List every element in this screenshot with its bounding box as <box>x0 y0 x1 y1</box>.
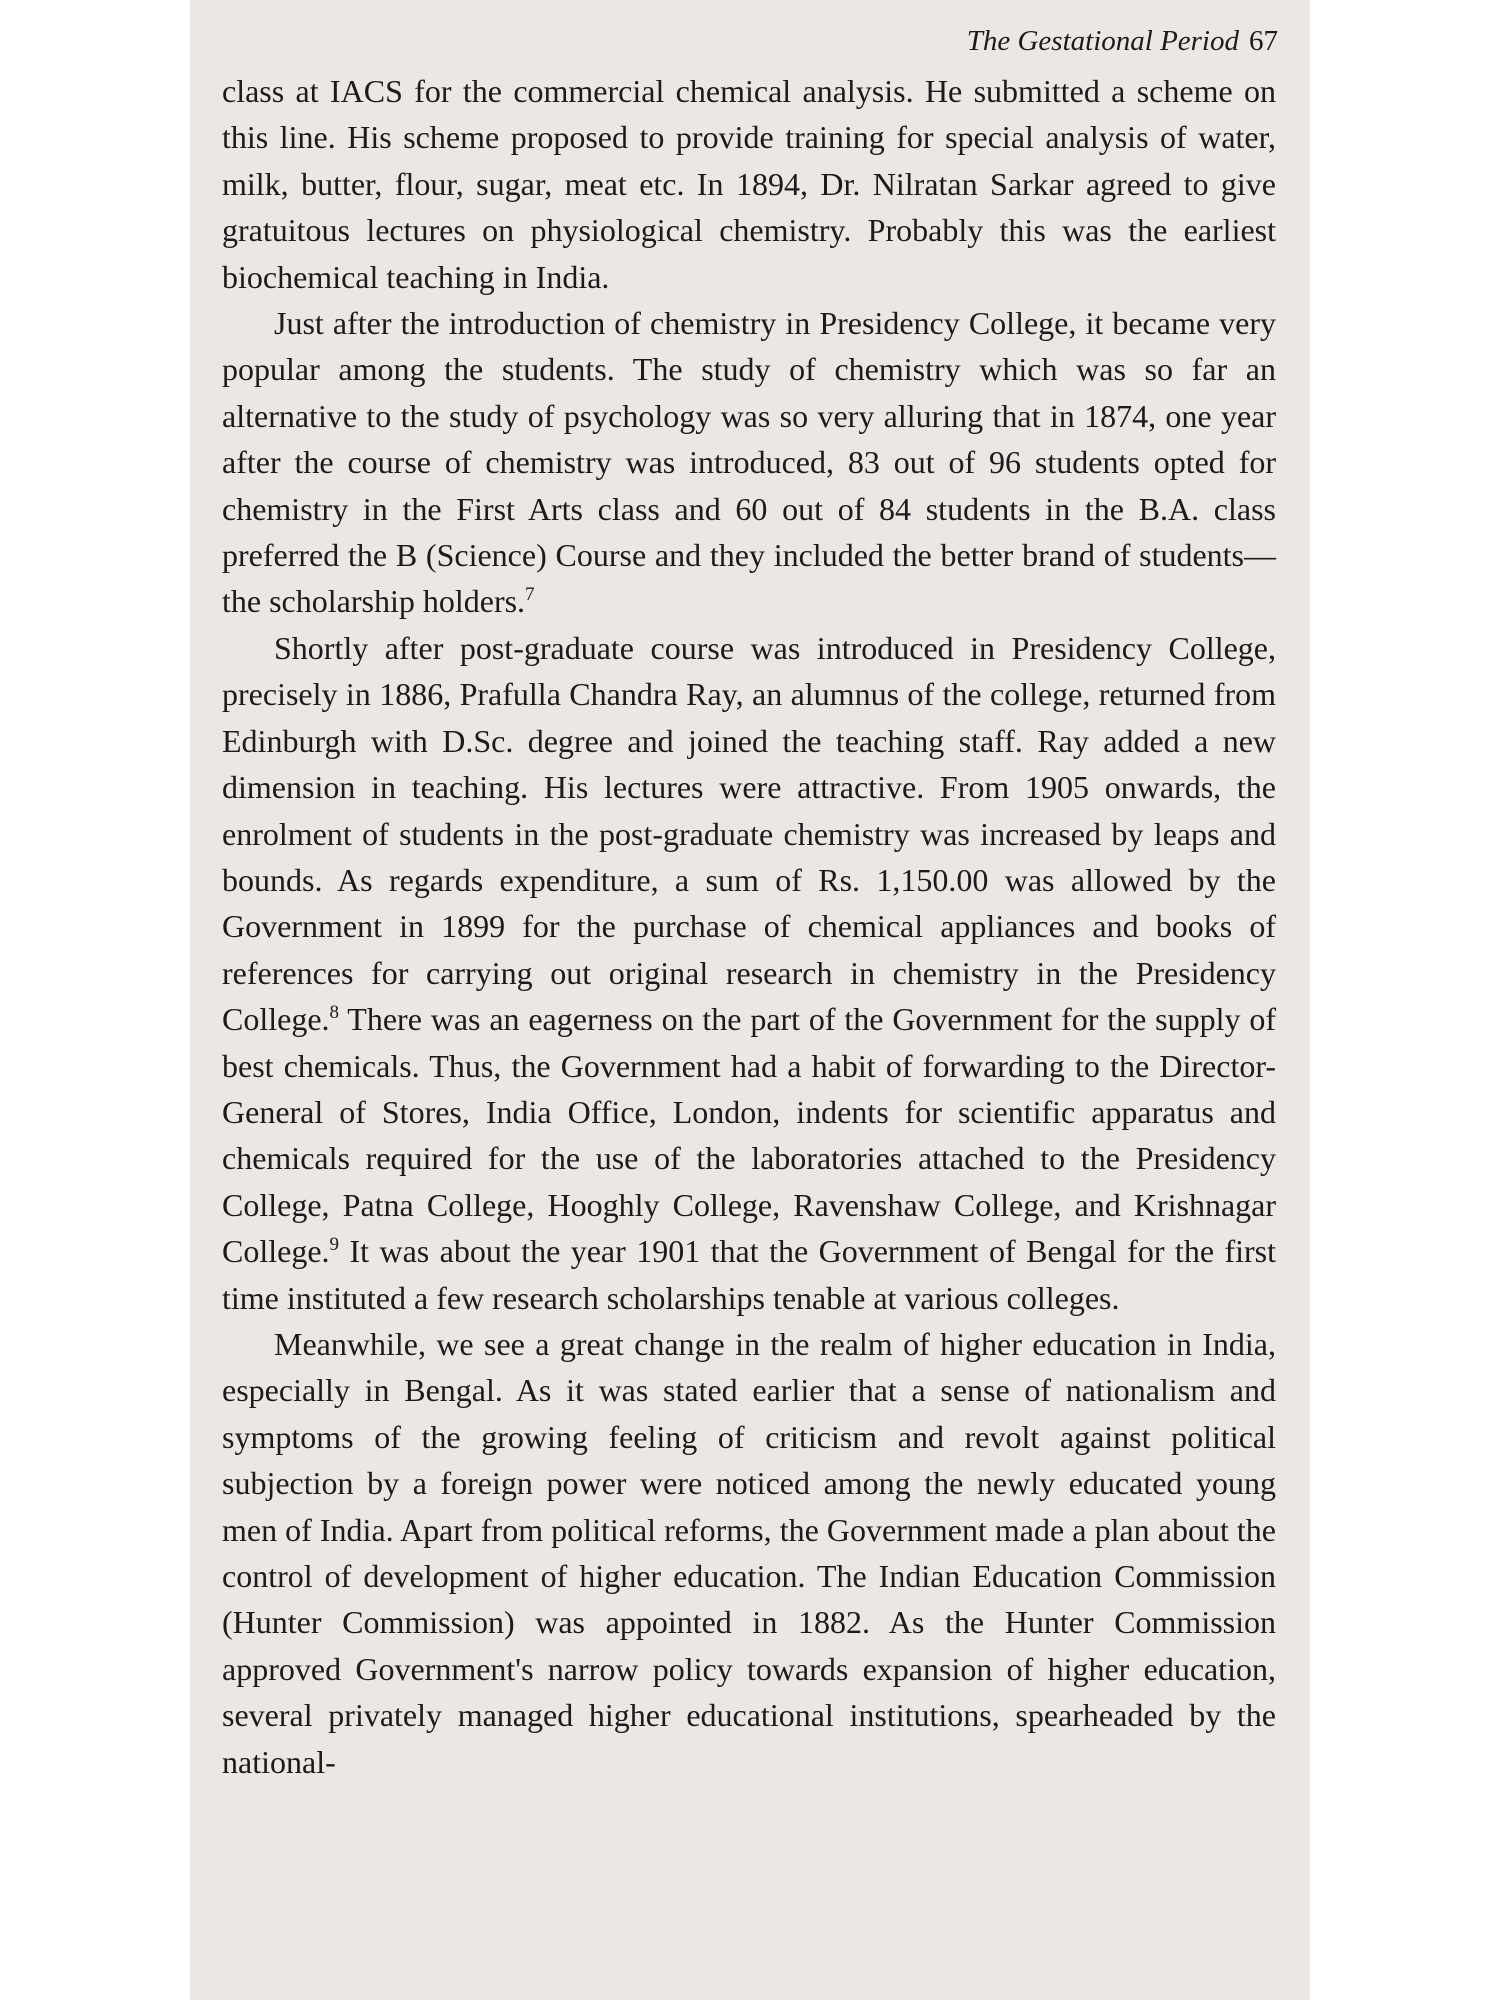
paragraph-3 <box>222 625 1276 1321</box>
body-text <box>222 68 1276 1785</box>
paragraph-2 <box>222 300 1276 625</box>
book-page <box>190 0 1310 2000</box>
paragraph-3-text-a: Shortly after post-graduate course was introduced in Presidency College, precisely in 1886, Prafulla Chandra Ray, an alumnus of the college, returned from Edinburgh with D.Sc. degree and joined the teaching staff. Ray added a new dimension in teaching. His lectures were attractive. From 1905 onwards, the enrolment of students in the post-graduate chemistry was increased by leaps and bounds. As regards expenditure, a sum of Rs. 1,150.00 was allowed by the Government in 1899 for the purchase of chemical appliances and books of references for carrying out original research in chemistry in the Presidency College. <box>222 629 1276 1038</box>
paragraph-1 <box>222 68 1276 300</box>
paragraph-4 <box>222 1321 1276 1785</box>
paragraph-2-text: Just after the introduction of chemistry in Presidency College, it became very popular among the students. The study of chemistry which was so far an alternative to the study of psychology was so very alluring that in 1874, one year after the course of chemistry was introduced, 83 out of 96 students opted for chemistry in the First Arts class and 60 out of 84 students in the B.A. class preferred the B (Science) Course and they included the better brand of students—the scholarship holders. <box>222 305 1276 620</box>
paragraph-3-text-c: It was about the year 1901 that the Government of Bengal for the first time instituted a few research scholarships tenable at various colleges. <box>222 1233 1276 1316</box>
running-head-title: The Gestational Period <box>966 25 1239 57</box>
paragraph-4-text: Meanwhile, we see a great change in the realm of higher education in India, especially in Bengal. As it was stated earlier that a sense of nationalism and symptoms of the growing feeling of criticism and revolt against political subjection by a foreign power were noticed among the newly educated young men of India. Apart from political reforms, the Government made a plan about the control of development of higher education. The Indian Education Commission (Hunter Commission) was appointed in 1882. As the Hunter Commission approved Government's narrow policy towards expansion of higher education, several privately managed higher educational institutions, spearheaded by the national- <box>222 1325 1276 1780</box>
page-number: 67 <box>1249 25 1278 57</box>
paragraph-3-text-b: There was an eagerness on the part of the Government for the supply of best chemicals. Thus, the Government had a habit of forwarding to the Director-General of Stores, India Office, London, indents for scientific apparatus and chemicals required for the use of the laboratories attached to the Presidency College, Patna College, Hooghly College, Ravenshaw College, and Krishnagar College. <box>222 1001 1276 1270</box>
footnote-ref-9: 9 <box>329 1234 340 1256</box>
running-head <box>210 20 1278 62</box>
footnote-ref-7: 7 <box>525 584 535 606</box>
footnote-ref-8: 8 <box>329 1002 340 1024</box>
paragraph-1-text: class at IACS for the commercial chemical analysis. He submitted a scheme on this line. His scheme proposed to provide training for special analysis of water, milk, butter, flour, sugar, meat etc. In 1894, Dr. Nilratan Sarkar agreed to give gratuitous lectures on physiological chemistry. Probably this was the earliest biochemical teaching in India. <box>222 73 1276 295</box>
